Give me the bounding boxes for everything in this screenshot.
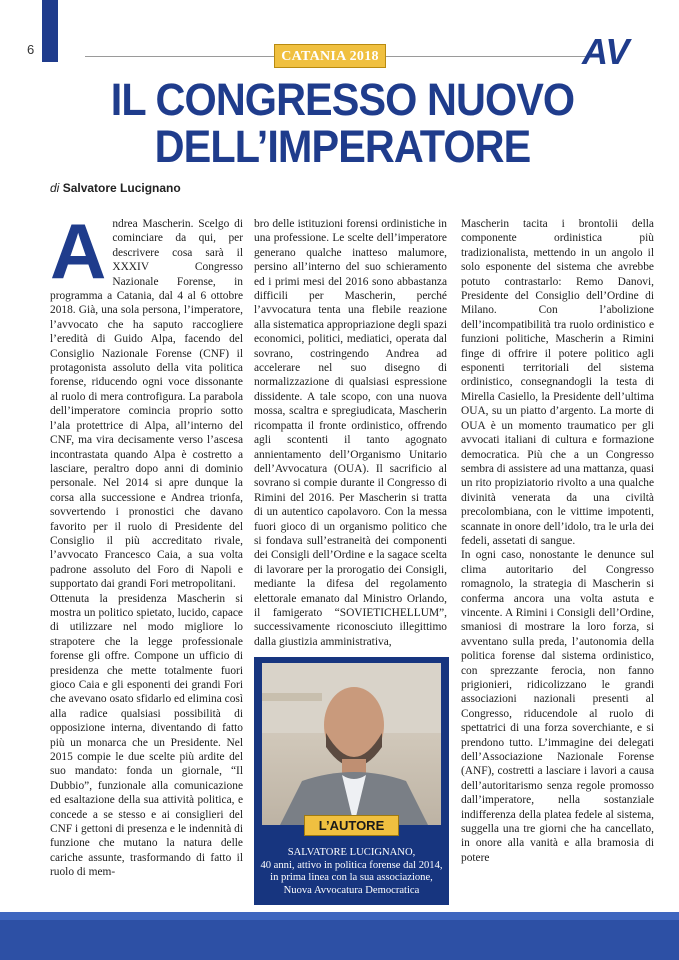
- article-column-2: [254, 217, 447, 649]
- author-photo: [262, 663, 441, 825]
- article-paragraph: Ottenuta la presidenza Mascherin si mostra un politico spietato, lucido, capace di utilizzare nel modo migliore lo strapotere che la legge professionale forense gli offre. Compone un ufficio di presidenza che mette totalmente fuori gioco Caia e gli esponenti dei grandi Fori che avevano osato sfidarlo ed elimina così alla radice qualsiasi possibilità di opposizione interna, diventando di fatto più un monarca che un Presidente. Nel 2015 compie le due scelte più ardite del suo mandato: fonda un giornale, “Il Dubbio”, funzionale alla comunicazione ed esaltazione della sua attività politica, e concede a se stesso e ai consiglieri del CNF i gettoni di presenza e le indennità di funzione che mutano la natura delle cariche assunte, trasformando di fatto il ruolo di mem-: [50, 592, 243, 879]
- article-paragraph: Mascherin tacita i brontolii della componente ordinistica più tradizionalista, mettendo in un angolo il solo esponente del sistema che avrebbe potuto contrastarlo: Remo Danovi, Presidente del Consiglio dell’Ordine di Milano. Con l’abolizione dell’incompatibilità tra ruolo ordinistico e funzioni politiche, Mascherin a Rimini finge di offrire il potere politico agli esponenti territoriali del sistema ordinistico, consegnandogli la testa di Mirella Casiello, la Presidente dell’ultima OUA, su un piatto d’argento. La morte di OUA è un momento traumatico per gli avvocati italiani di cultura e formazione democratica. Più che a un Congresso sembra di assistere ad una mattanza, quasi un rito propiziatorio rivolto a una qualche divinità venerata da una civiltà precolombiana, con le vittime impotenti, scannate in onore dell’idolo, tra le urla dei fedeli, assetati di sangue.: [461, 218, 654, 547]
- author-box: [254, 657, 449, 905]
- title-line-1: IL CONGRESSO NUOVO: [110, 74, 575, 125]
- drop-cap: A: [50, 207, 107, 295]
- footer-bar: [0, 912, 679, 960]
- author-label: L’AUTORE: [304, 815, 399, 836]
- sidebar-accent-bar: [42, 0, 58, 62]
- page-title: [83, 76, 603, 170]
- article-paragraph: bro delle istituzioni forensi ordinistiche in una professione. Le scelte dell’imperatore generano qualche inatteso malumore, persino all’interno del suo schieramento ed i primi mesi del 2016 sono abbastanza difficili per Mascherin, perché l’avvocatura tenta una flebile reazione alla sistematica appropriazione degli spazi economici, politici, mediatici, operata dal sovrano, costringendo Andrea ad accelerare nel suo disegno di normalizzazione di qualsiasi espressione dissidente. A tale scopo, con una nuova mossa, scaltra e spregiudicata, Mascherin ricompatta il fronte ordinistico, offrendo agli scontenti il tanto agognato annientamento dell’Organismo Unitario dell’Avvocatura (OUA). Il sacrificio al sovrano si compie durante il Congresso di Rimini del 2016. Per Mascherin si tratta di un autentico capolavoro. Con la messa fuori gioco di un organismo politico che si fondava sull’estraneità dei componenti dei Consigli dell’Ordine e la sagace scelta di lavorare per la prorogatio dei Consigli, mediante la difesa del regolamento elettorale emanato dal Ministro Orlando, il famigerato “SOVIETICHELLUM”, successivamente riconosciuto illegittimo dalla giustizia amministrativa,: [254, 218, 447, 648]
- article-paragraph: Andrea Mascherin. Scelgo di cominciare da qui, per descrivere cosa sarà il XXXIV Congresso Nazionale Forense, in programma a Catania, dal 4 al 6 ottobre 2018. Già, una sola persona, l’imperatore, l’avvocato che ha saputo raccogliere l’eredità di Guido Alpa, facendo del Consiglio Nazionale Forense (CNF) il protagonista assoluto della vita politica forense, riducendo ogni voce dissonante al ruolo di mera controfigura. La parabola dell’imperatore comincia proprio sotto l’ala protettrice di Alpa, all’interno del CNF, ma vira decisamente verso l’ascesa incontrastata quando Alpa è costretto a lasciare, peraltro dopo anni di dominio personale. Nel 2014 si apre dunque la corsa alla successione e Andrea trionfa, sovvertendo i pronostici che davano favorito per il ruolo di Presidente del Consiglio il più accreditato rivale, l’avvocato Francesco Caia, a sua volta padrone assoluto del Foro di Napoli e supportato dai grandi Fori metropolitani.: [50, 207, 243, 591]
- title-line-2: DELL’IMPERATORE: [154, 121, 531, 172]
- byline: [50, 181, 181, 195]
- article-column-1: [50, 207, 243, 880]
- byline-author: Salvatore Lucignano: [62, 181, 181, 195]
- caption-line: in prima linea con la sua associazione,: [270, 872, 433, 884]
- page-number: 6: [27, 42, 35, 57]
- av-logo: [578, 28, 642, 72]
- byline-prefix: di: [50, 181, 60, 195]
- caption-line: Nuova Avvocatura Democratica: [283, 884, 420, 896]
- article-paragraph: In ogni caso, nonostante le denunce sul clima autoritario del Congresso romagnolo, la strategia di Mascherin si conferma ancora una volta astuta e vincente. A Rimini i Consigli dell’Ordine, smaniosi di mostrare la loro forza, si avventano sulla preda, l’autonomia della politica forense dal sistema ordinistico, con sprezzante ferocia, non fanno prigionieri, ridicolizzano le grandi associazioni nazionali presenti al Congresso, riducendole al ruolo di spettatrici di una forza soverchiante, e si prendono tutto. L’immagine dei delegati dell’Associazione Nazionale Forense (ANF), costretti a lasciare i lavori a causa dell’autoritarismo senza regole promosso dall’imperatore, nella sostanziale indifferenza della platea fedele al sistema, suggella una tre giorni che ha cancellato, in onore alla vanità e alla bramosia di potere: [461, 549, 654, 864]
- article-column-3: [461, 217, 654, 865]
- author-caption: [260, 847, 443, 897]
- section-tag: CATANIA 2018: [274, 44, 386, 68]
- caption-line: SALVATORE LUCIGNANO,: [287, 847, 416, 858]
- caption-line: 40 anni, attivo in politica forense dal 2014,: [260, 859, 443, 871]
- logo-text: AV: [582, 31, 630, 72]
